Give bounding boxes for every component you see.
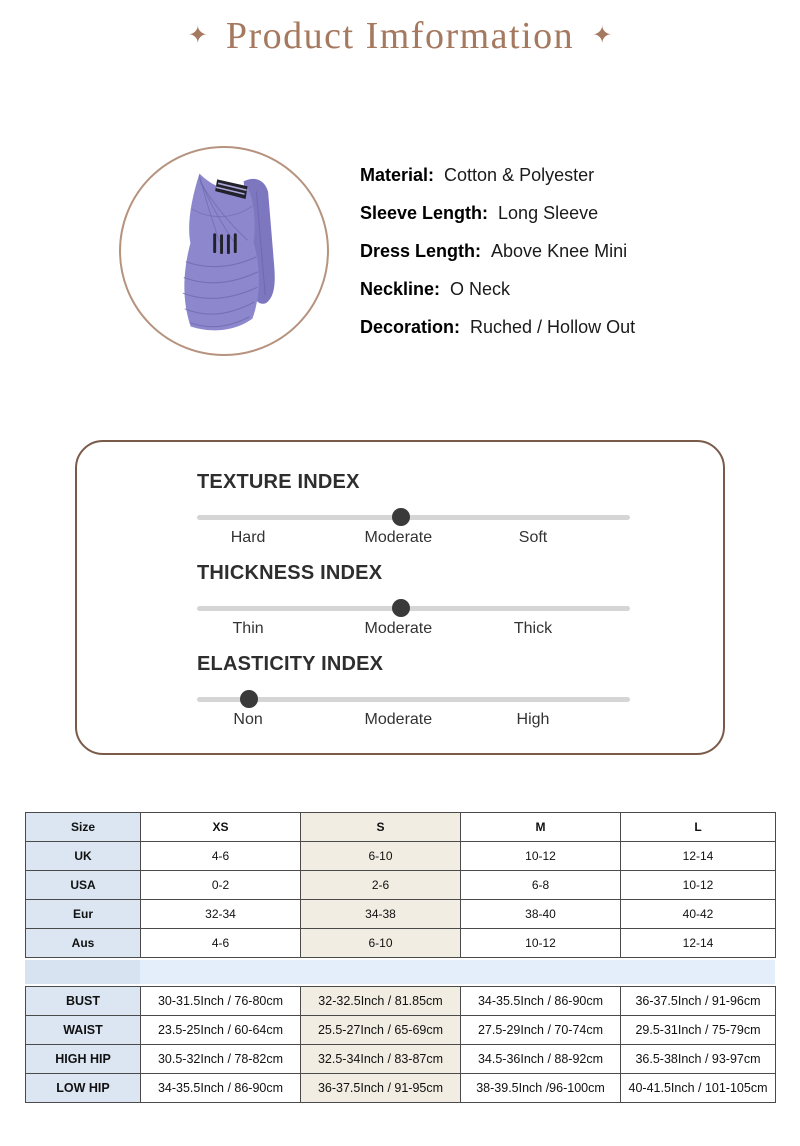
measurements-table-row-label: WAIST bbox=[26, 1016, 141, 1045]
size-table-cell: 6-10 bbox=[301, 842, 461, 871]
size-table-cell: 12-14 bbox=[621, 842, 776, 871]
slider-label: Moderate bbox=[364, 711, 433, 728]
size-table-row bbox=[26, 842, 776, 871]
detail-value: Above Knee Mini bbox=[491, 240, 628, 261]
measurements-table-row bbox=[26, 1045, 776, 1074]
detail-row bbox=[360, 156, 635, 194]
product-details bbox=[360, 156, 635, 346]
detail-label: Material: bbox=[360, 164, 435, 185]
size-table-cell: 6-8 bbox=[461, 871, 621, 900]
size-table-cell: 4-6 bbox=[141, 842, 301, 871]
measurements-table-cell: 34.5-36Inch / 88-92cm bbox=[461, 1045, 621, 1074]
slider-label: Moderate bbox=[364, 529, 433, 546]
slider-track bbox=[197, 515, 630, 520]
detail-value: O Neck bbox=[450, 278, 511, 299]
size-table-body bbox=[26, 813, 776, 958]
size-conversion-table bbox=[25, 812, 776, 958]
sparkle-icon: ✦ bbox=[592, 22, 613, 49]
measurements-table-row bbox=[26, 987, 776, 1016]
slider-labels bbox=[197, 529, 630, 551]
sparkle-icon: ✦ bbox=[187, 22, 208, 49]
size-table-cell: 10-12 bbox=[461, 842, 621, 871]
size-table-row bbox=[26, 929, 776, 958]
measurements-table-cell: 40-41.5Inch / 101-105cm bbox=[621, 1074, 776, 1103]
slider-labels bbox=[197, 620, 630, 642]
size-table-header-cell: XS bbox=[141, 813, 301, 842]
slider-track bbox=[197, 697, 630, 702]
index-title: TEXTURE INDEX bbox=[197, 471, 360, 493]
size-table-cell: 4-6 bbox=[141, 929, 301, 958]
measurements-table-cell: 36-37.5Inch / 91-95cm bbox=[301, 1074, 461, 1103]
measurements-table-cell: 23.5-25Inch / 60-64cm bbox=[141, 1016, 301, 1045]
slider-label: Soft bbox=[518, 529, 548, 546]
detail-value: Cotton & Polyester bbox=[444, 164, 595, 185]
measurements-table-row-label: LOW HIP bbox=[26, 1074, 141, 1103]
slider-dot bbox=[392, 599, 410, 617]
size-table-row-label: USA bbox=[26, 871, 141, 900]
size-table-cell: 12-14 bbox=[621, 929, 776, 958]
measurements-table-cell: 27.5-29Inch / 70-74cm bbox=[461, 1016, 621, 1045]
measurements-table-cell: 32.5-34Inch / 83-87cm bbox=[301, 1045, 461, 1074]
size-table-cell: 10-12 bbox=[461, 929, 621, 958]
fabric-index-box bbox=[75, 440, 725, 755]
slider-track bbox=[197, 606, 630, 611]
size-table-cell: 40-42 bbox=[621, 900, 776, 929]
table-spacer-band bbox=[25, 960, 775, 984]
size-table-cell: 38-40 bbox=[461, 900, 621, 929]
measurements-table-cell: 29.5-31Inch / 75-79cm bbox=[621, 1016, 776, 1045]
measurements-table-row bbox=[26, 1074, 776, 1103]
purple-dress-image bbox=[121, 148, 327, 354]
measurements-table-cell: 30.5-32Inch / 78-82cm bbox=[141, 1045, 301, 1074]
size-table-header-cell: M bbox=[461, 813, 621, 842]
measurements-table-body bbox=[26, 987, 776, 1103]
size-table-row-label: UK bbox=[26, 842, 141, 871]
slider-labels bbox=[197, 711, 630, 733]
index-group bbox=[197, 652, 630, 733]
measurements-table-row-label: HIGH HIP bbox=[26, 1045, 141, 1074]
table-spacer-band-left bbox=[25, 960, 140, 984]
size-table-header-cell: S bbox=[301, 813, 461, 842]
measurements-table-cell: 36.5-38Inch / 93-97cm bbox=[621, 1045, 776, 1074]
index-slider bbox=[197, 690, 630, 708]
page-title: Product Imformation bbox=[225, 15, 575, 57]
size-table-cell: 0-2 bbox=[141, 871, 301, 900]
index-group bbox=[197, 470, 630, 551]
slider-dot bbox=[392, 508, 410, 526]
detail-label: Decoration: bbox=[360, 316, 461, 337]
measurements-table-cell: 32-32.5Inch / 81.85cm bbox=[301, 987, 461, 1016]
size-table-header-cell: L bbox=[621, 813, 776, 842]
slider-label: High bbox=[516, 711, 550, 728]
size-table-cell: 32-34 bbox=[141, 900, 301, 929]
measurements-table-cell: 25.5-27Inch / 65-69cm bbox=[301, 1016, 461, 1045]
detail-value: Ruched / Hollow Out bbox=[470, 316, 636, 337]
measurements-table bbox=[25, 986, 776, 1103]
size-table-cell: 6-10 bbox=[301, 929, 461, 958]
detail-label: Dress Length: bbox=[360, 240, 482, 261]
index-title: ELASTICITY INDEX bbox=[197, 653, 384, 675]
slider-label: Hard bbox=[230, 529, 266, 546]
index-title: THICKNESS INDEX bbox=[197, 562, 383, 584]
size-table-header-cell: Size bbox=[26, 813, 141, 842]
slider-label: Thick bbox=[513, 620, 553, 637]
slider-label: Thin bbox=[232, 620, 264, 637]
detail-row bbox=[360, 232, 635, 270]
index-slider bbox=[197, 508, 630, 526]
detail-row bbox=[360, 270, 635, 308]
detail-label: Sleeve Length: bbox=[360, 202, 489, 223]
size-table-cell: 34-38 bbox=[301, 900, 461, 929]
index-group bbox=[197, 561, 630, 642]
measurements-table-cell: 36-37.5Inch / 91-96cm bbox=[621, 987, 776, 1016]
size-table-row bbox=[26, 871, 776, 900]
size-table-row bbox=[26, 900, 776, 929]
slider-label: Non bbox=[233, 711, 263, 728]
measurements-table-cell: 30-31.5Inch / 76-80cm bbox=[141, 987, 301, 1016]
detail-value: Long Sleeve bbox=[498, 202, 599, 223]
size-table-header-row bbox=[26, 813, 776, 842]
measurements-table-row bbox=[26, 1016, 776, 1045]
measurements-table-row-label: BUST bbox=[26, 987, 141, 1016]
detail-row bbox=[360, 308, 635, 346]
measurements-table-cell: 34-35.5Inch / 86-90cm bbox=[141, 1074, 301, 1103]
slider-label: Moderate bbox=[364, 620, 433, 637]
page-header bbox=[0, 14, 800, 58]
slider-dot bbox=[240, 690, 258, 708]
index-slider bbox=[197, 599, 630, 617]
detail-label: Neckline: bbox=[360, 278, 441, 299]
size-table-cell: 10-12 bbox=[621, 871, 776, 900]
measurements-table-cell: 38-39.5Inch /96-100cm bbox=[461, 1074, 621, 1103]
size-table-row-label: Eur bbox=[26, 900, 141, 929]
product-photo-circle bbox=[119, 146, 329, 356]
detail-row bbox=[360, 194, 635, 232]
measurements-table-cell: 34-35.5Inch / 86-90cm bbox=[461, 987, 621, 1016]
size-table-row-label: Aus bbox=[26, 929, 141, 958]
size-table-cell: 2-6 bbox=[301, 871, 461, 900]
